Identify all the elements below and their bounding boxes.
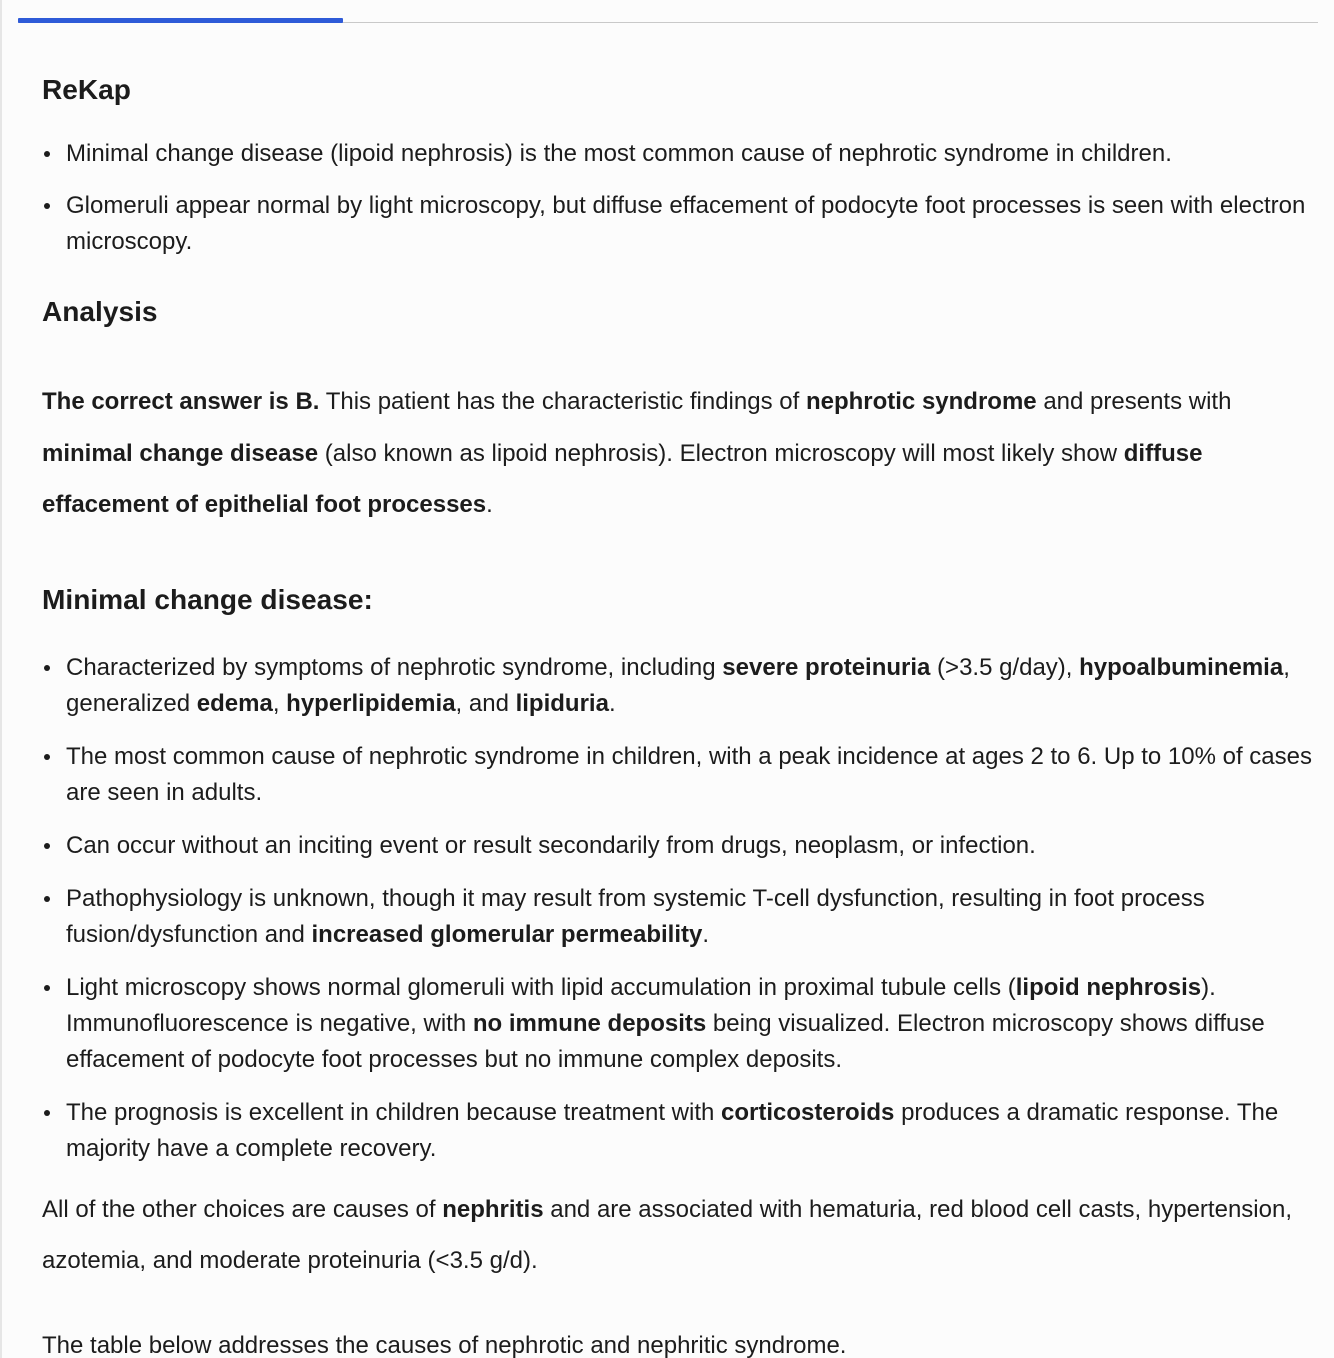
text-run: This patient has the characteristic findings of xyxy=(319,388,806,415)
text-run: (>3.5 g/day), xyxy=(930,653,1080,681)
left-border xyxy=(0,0,2,1358)
emphasis: lipiduria xyxy=(515,689,609,717)
emphasis: edema xyxy=(196,689,273,717)
text-run: (also known as lipoid nephrosis). Electron microscopy will most likely show xyxy=(318,439,1124,467)
emphasis: lipoid nephrosis xyxy=(1015,973,1202,1001)
rekap-list xyxy=(42,136,1312,260)
emphasis: no immune deposits xyxy=(472,1009,707,1037)
rekap-heading: ReKap xyxy=(42,74,131,105)
emphasis: hyperlipidemia xyxy=(286,689,456,717)
list-item: Minimal change disease (lipoid nephrosis) is the most common cause of nephrotic syndrome in children. xyxy=(42,136,1312,172)
list-item: Can occur without an inciting event or result secondarily from drugs, neoplasm, or infection. xyxy=(42,828,1312,864)
text-run: and are associated with hematuria, red blood cell casts, hypertension, azotemia, and moderate proteinuria (<3.5 g/d). xyxy=(42,1195,1292,1274)
text-run: being visualized. Electron microscopy shows diffuse effacement of podocyte foot processes but no immune complex deposits. xyxy=(66,1009,1265,1073)
emphasis: increased glomerular permeability xyxy=(311,920,703,948)
minimal-change-list xyxy=(42,650,1312,1167)
text-run: produces a dramatic response. The majority have a complete recovery. xyxy=(66,1098,1279,1162)
list-item: The most common cause of nephrotic syndrome in children, with a peak incidence at ages 2 to 6. Up to 10% of cases are seen in adults. xyxy=(42,739,1312,811)
text-run: , xyxy=(272,689,287,717)
text-run: Characterized by symptoms of nephrotic syndrome, including xyxy=(66,653,723,681)
text-run: ). Immunofluorescence is negative, with xyxy=(66,973,1216,1037)
emphasis: diffuse effacement of epithelial foot processes xyxy=(42,439,1203,518)
emphasis: minimal change disease xyxy=(42,439,319,467)
emphasis: hypoalbuminemia xyxy=(1079,653,1284,681)
text-run: and presents with xyxy=(1036,388,1232,415)
text-run: . xyxy=(608,689,616,717)
list-item xyxy=(42,650,1312,722)
emphasis: severe proteinuria xyxy=(722,653,931,681)
list-item xyxy=(42,1095,1312,1167)
text-run: Pathophysiology is unknown, though it may result from systemic T-cell dysfunction, resulting in foot process fusion/dysfunction and xyxy=(66,884,1205,948)
emphasis: corticosteroids xyxy=(721,1098,895,1126)
text-run: , and xyxy=(455,689,516,717)
text-run: All of the other choices are causes of xyxy=(42,1195,443,1223)
analysis-paragraph xyxy=(42,376,1312,531)
emphasis: nephrotic syndrome xyxy=(805,388,1037,415)
active-tab-indicator xyxy=(18,18,343,23)
list-item xyxy=(42,970,1312,1078)
correct-answer: The correct answer is B. xyxy=(42,388,320,415)
text-run: Light microscopy shows normal glomeruli with lipid accumulation in proximal tubule cells ( xyxy=(66,973,1016,1001)
text-run: . xyxy=(702,920,709,948)
text-run: The prognosis is excellent in children because treatment with xyxy=(66,1098,722,1126)
other-choices-paragraph xyxy=(42,1184,1312,1287)
text-run: , generalized xyxy=(66,653,1290,717)
text-run: . xyxy=(486,491,493,518)
minimal-change-heading: Minimal change disease: xyxy=(42,583,373,615)
table-note: The table below addresses the causes of nephrotic and nephritic syndrome. xyxy=(42,1331,847,1358)
emphasis: nephritis xyxy=(442,1195,544,1223)
explanation-content xyxy=(42,70,1312,1358)
list-item: Glomeruli appear normal by light microscopy, but diffuse effacement of podocyte foot processes is seen with electron microscopy. xyxy=(42,188,1312,260)
analysis-heading: Analysis xyxy=(42,296,158,327)
list-item xyxy=(42,881,1312,953)
